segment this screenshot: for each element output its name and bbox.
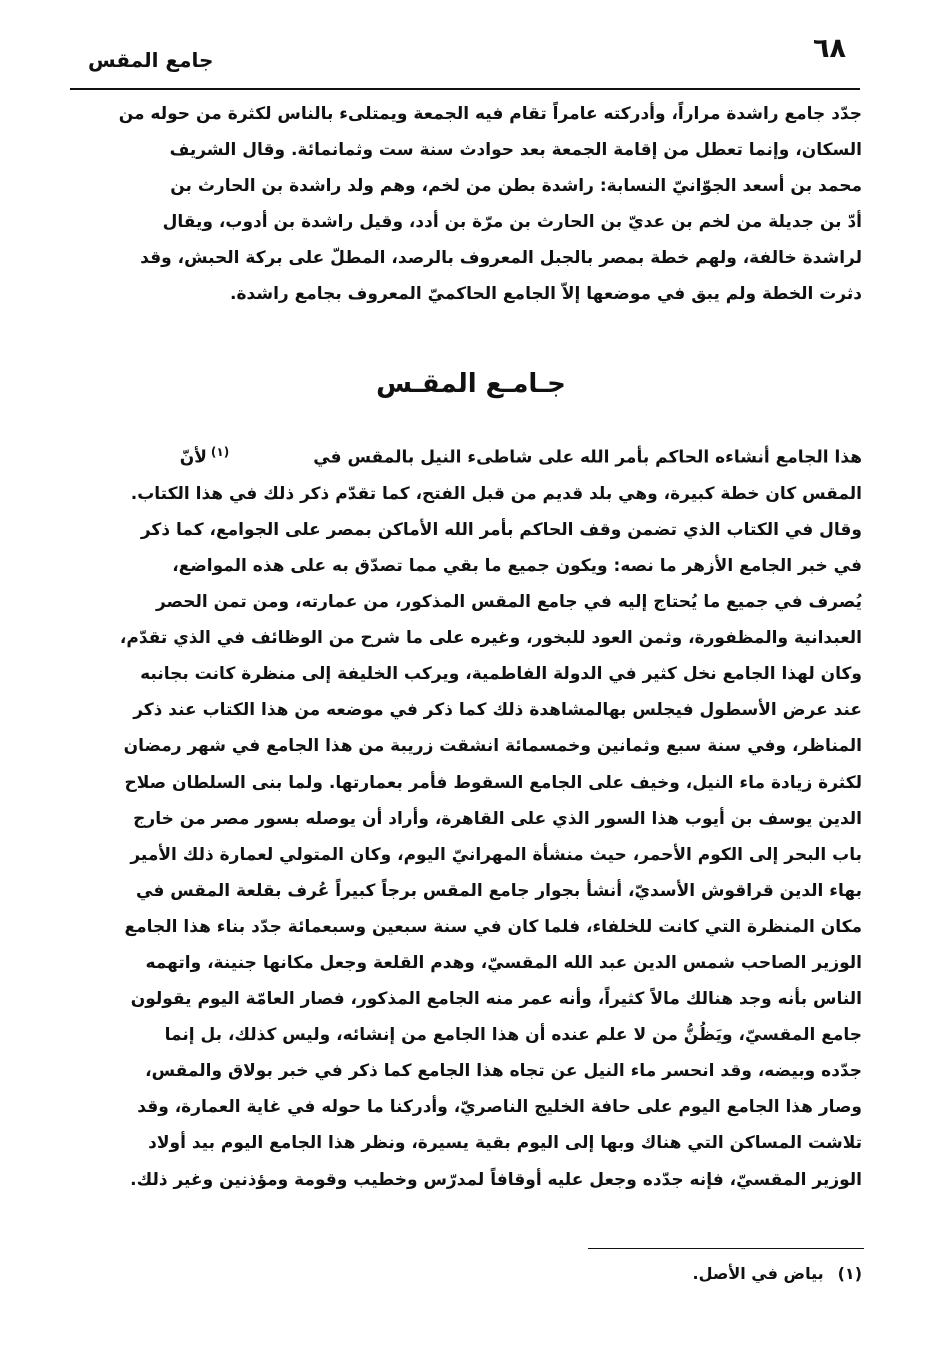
footnote-rule <box>588 1248 864 1249</box>
text-line: يُصرف في جميع ما يُحتاج إليه في جامع المقس المذكور، من عمارته، ومن تمن الحصر <box>155 592 862 613</box>
text-line: تلاشت المساكن التي هناك وبها إلى اليوم بقية يسيرة، ونظر هذا الجامع اليوم بيد أولاد <box>148 1133 862 1154</box>
text-line: بهاء الدين قراقوش الأسديّ، أنشأ بجوار جامع المقس برجاً كبيراً عُرف بقلعة المقس في <box>136 880 862 901</box>
main-paragraph <box>78 434 862 1198</box>
text-line: الدين يوسف بن أيوب هذا السور الذي على القاهرة، وأراد أن يوصله بسور مصر من خارج <box>133 808 862 829</box>
section-title: جـامـع المقـس <box>376 369 566 399</box>
first-line-start: هذا الجامع أنشاءه الحاكم بأمر الله على شاطىء النيل بالمقس في <box>313 447 862 468</box>
text-line: وكان لهذا الجامع نخل كثير في الدولة الفاطمية، ويركب الخليفة إلى منظرة كانت بجانبه <box>140 664 862 685</box>
text-line: لراشدة خالفة، ولهم خطة بمصر بالجبل المعروف بالرصد، المطلّ على بركة الحبش، وقد <box>140 248 862 269</box>
footnote-number: (١) <box>837 1264 862 1283</box>
text-line: مكان المنظرة التي كانت للخلفاء، فلما كان في سنة سبعين وسبعمائة جدّد بناء هذا الجامع <box>124 916 862 937</box>
running-head: جامع المقس <box>88 48 214 72</box>
text-line: في خبر الجامع الأزهر ما نصه: ويكون جميع ما بقي مما تصدّق به على هذه المواضع، <box>172 555 862 576</box>
first-line-end: لأنّ <box>179 447 207 468</box>
footnote <box>693 1258 862 1290</box>
text-line: العبدانية والمظفورة، وثمن العود للبخور، وغيره على ما شرح من الوظائف في الذي تقدّم، <box>119 628 862 649</box>
text-line: الناس بأنه وجد هنالك مالاً كثيراً، وأنه عمر منه الجامع المذكور، فصار العامّة اليوم يقولون <box>130 989 862 1010</box>
page-number: ٦٨ <box>813 33 846 64</box>
text-line: المقس كان خطة كبيرة، وهي بلد قديم من قبل الفتح، كما تقدّم ذكر ذلك في هذا الكتاب. <box>130 483 862 504</box>
footnote-reference: (١) <box>210 445 230 459</box>
header-rule <box>70 88 860 90</box>
text-line: لكثرة زيادة ماء النيل، وخيف على الجامع السقوط فأمر بعمارتها. ولما بنى السلطان صلاح <box>124 772 862 793</box>
text-line: باب البحر إلى الكوم الأحمر، حيث منشأة المهرانيّ اليوم، وكان المتولي لعمارة ذلك الأمير <box>130 844 862 865</box>
text-line: المناظر، وفي سنة سبع وثمانين وخمسمائة انشقت زريبة من هذا الجامع في شهر رمضان <box>123 736 862 757</box>
text-line: وصار هذا الجامع اليوم على حافة الخليج الناصريّ، وأدركنا ما حوله في غاية العمارة، وقد <box>137 1097 862 1118</box>
text-line: السكان، وإنما تعطل من إقامة الجمعة بعد حوادث سنة ست وثمانمائة. وقال الشريف <box>169 140 862 161</box>
text-line: محمد بن أسعد الجوّانيّ النسابة: راشدة بطن من لخم، وهم ولد راشدة بن الحارث بن <box>170 176 862 197</box>
text-line: أدّ بن جديلة من لخم بن عديّ بن الحارث بن مرّة بن أدد، وقيل راشدة بن أدوب، ويقال <box>162 212 862 233</box>
text-line: عند عرض الأسطول فيجلس بهالمشاهدة ذلك كما ذكر في موضعه من هذا الكتاب عند ذكر <box>133 700 862 721</box>
text-line: جامع المقسيّ، ويَظُنُّ من لا علم عنده أن هذا الجامع من إنشائه، وليس كذلك، بل إنما <box>164 1025 862 1046</box>
top-paragraph <box>78 96 862 313</box>
first-line <box>78 434 862 476</box>
text-line: دثرت الخطة ولم يبق في موضعها إلاّ الجامع الحاكميّ المعروف بجامع راشدة. <box>230 284 862 305</box>
footnote-text: بياض في الأصل. <box>692 1264 824 1283</box>
text-line: الوزير المقسيّ، فإنه جدّده وجعل عليه أوقافاً لمدرّس وخطيب وقومة ومؤذنين وغير ذلك. <box>130 1169 862 1190</box>
text-line: وقال في الكتاب الذي تضمن وقف الحاكم بأمر الله الأماكن بمصر على الجوامع، كما ذكر <box>140 519 862 540</box>
text-line: جدّد جامع راشدة مراراً، وأدركته عامراً تقام فيه الجمعة ويمتلىء بالناس لكثرة من حوله من <box>118 104 862 124</box>
text-line: جدّده وبيضه، وقد انحسر ماء النيل عن تجاه هذا الجامع كما ذكر في خبر بولاق والمقس، <box>145 1061 862 1082</box>
text-line: الوزير الصاحب شمس الدين عبد الله المقسيّ، وهدم القلعة وجعل مكانها جنينة، واتهمه <box>145 952 862 973</box>
page-header <box>70 30 862 80</box>
